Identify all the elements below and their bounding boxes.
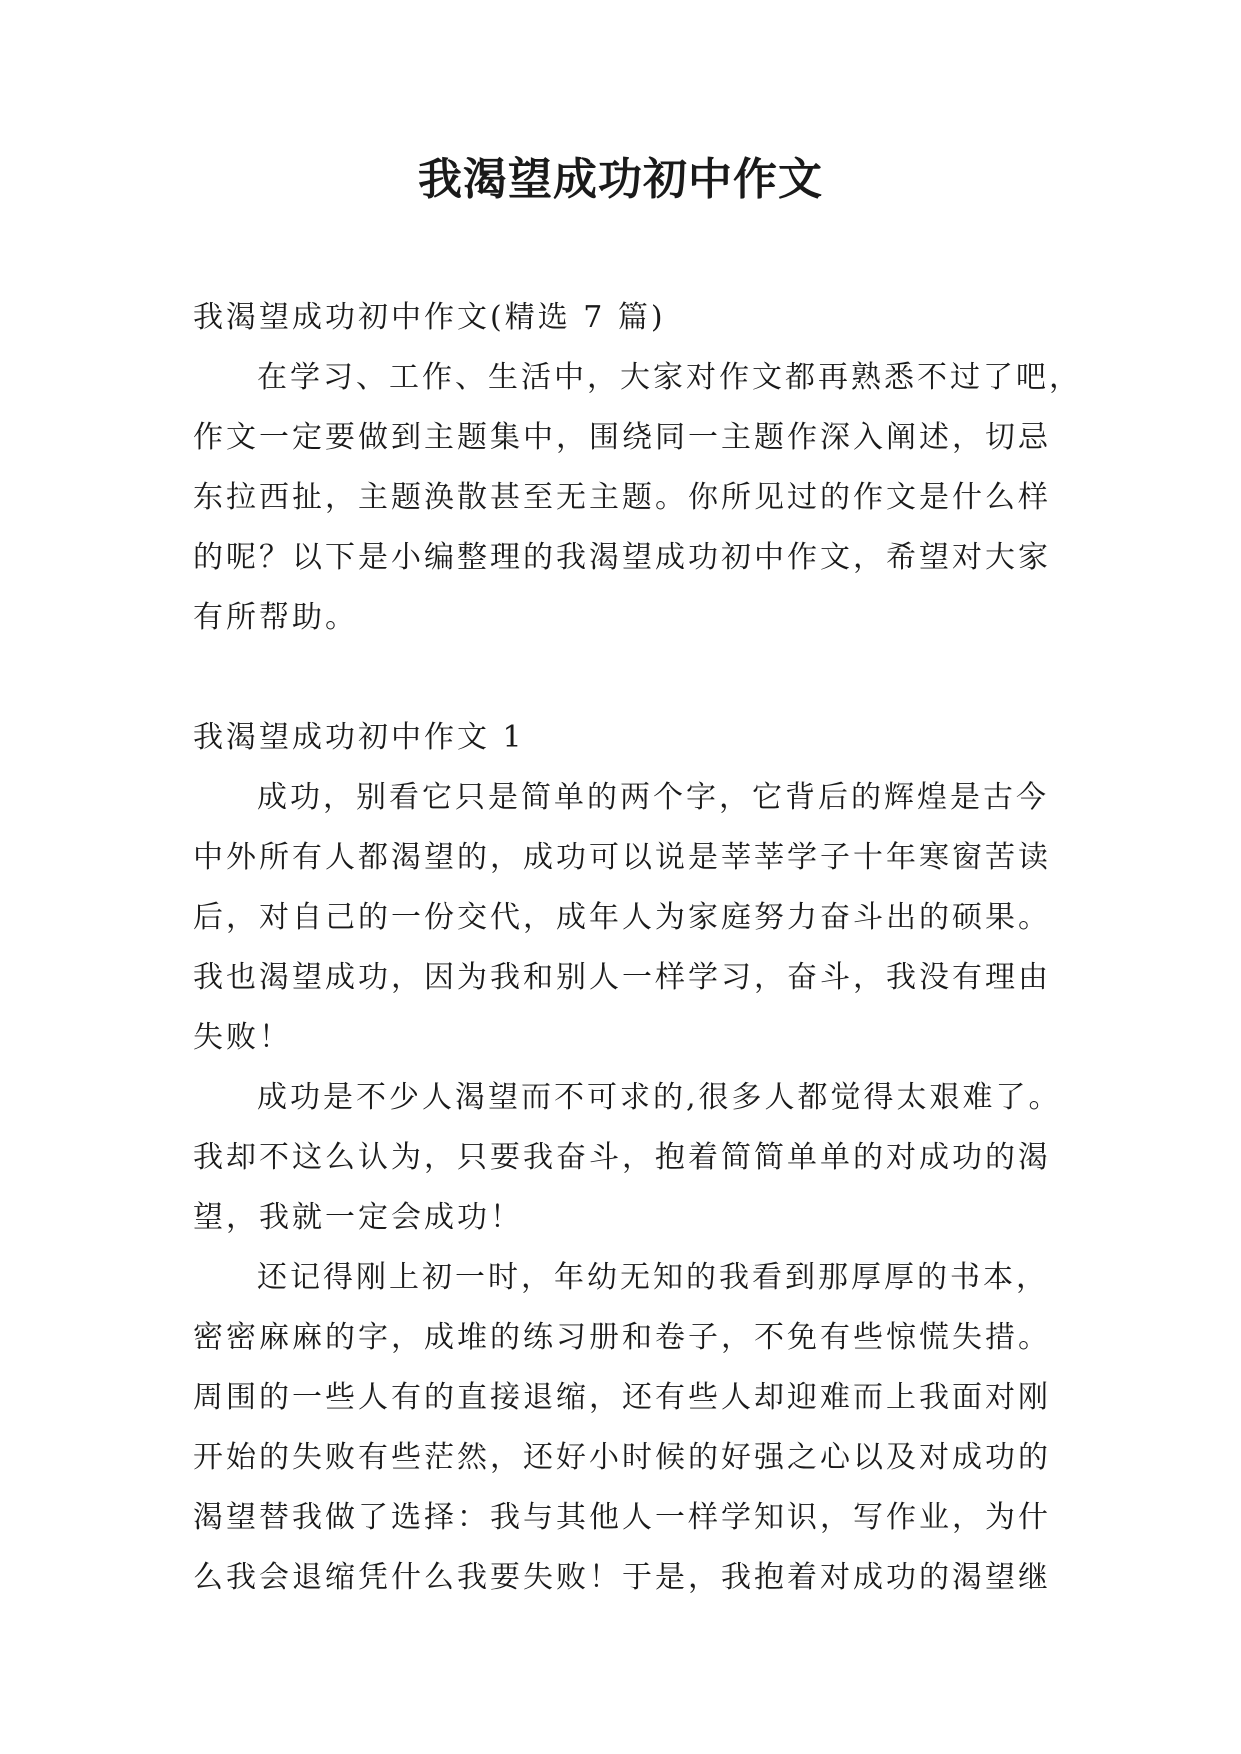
paragraph-3 [193, 1248, 1053, 1608]
text-line: 失败！ [193, 1020, 292, 1055]
text-line: 有所帮助。 [193, 600, 358, 635]
section-heading: 我渴望成功初中作文 1 [193, 720, 525, 755]
text-line: 渴望替我做了选择：我与其他人一样学知识，写作业，为什 [193, 1500, 1051, 1535]
document-title: 我渴望成功初中作文 [418, 154, 823, 205]
blank-line [193, 648, 1053, 708]
text-line: 成功，别看它只是简单的两个字，它背后的辉煌是古今 [257, 780, 1049, 815]
text-line: 作文一定要做到主题集中，围绕同一主题作深入阐述，切忌 [193, 420, 1051, 455]
text-line: 望，我就一定会成功！ [193, 1200, 523, 1235]
text-line: 在学习、工作、生活中，大家对作文都再熟悉不过了吧， [257, 360, 1082, 395]
paragraph-1 [193, 768, 1053, 1068]
document-body [193, 288, 1082, 1608]
text-line: 我却不这么认为，只要我奋斗，抱着简简单单的对成功的渴 [193, 1140, 1051, 1175]
text-line: 后，对自己的一份交代，成年人为家庭努力奋斗出的硕果。 [193, 900, 1051, 935]
text-line: 的呢？以下是小编整理的我渴望成功初中作文，希望对大家 [193, 540, 1051, 575]
text-line: 东拉西扯，主题涣散甚至无主题。你所见过的作文是什么样 [193, 480, 1051, 515]
text-line: 周围的一些人有的直接退缩，还有些人却迎难而上我面对刚 [193, 1380, 1051, 1415]
text-line: 还记得刚上初一时，年幼无知的我看到那厚厚的书本， [257, 1260, 1049, 1295]
document-subtitle: 我渴望成功初中作文(精选 7 篇) [193, 300, 666, 335]
text-line: 么我会退缩凭什么我要失败！于是，我抱着对成功的渴望继 [193, 1560, 1051, 1595]
text-line: 成功是不少人渴望而不可求的,很多人都觉得太艰难了。 [257, 1080, 1062, 1115]
text-line: 我也渴望成功，因为我和别人一样学习，奋斗，我没有理由 [193, 960, 1051, 995]
intro-paragraph [193, 348, 1082, 648]
paragraph-2 [193, 1068, 1062, 1248]
text-line: 中外所有人都渴望的，成功可以说是莘莘学子十年寒窗苦读 [193, 840, 1051, 875]
text-line: 开始的失败有些茫然，还好小时候的好强之心以及对成功的 [193, 1440, 1051, 1475]
text-line: 密密麻麻的字，成堆的练习册和卷子，不免有些惊慌失措。 [193, 1320, 1051, 1355]
